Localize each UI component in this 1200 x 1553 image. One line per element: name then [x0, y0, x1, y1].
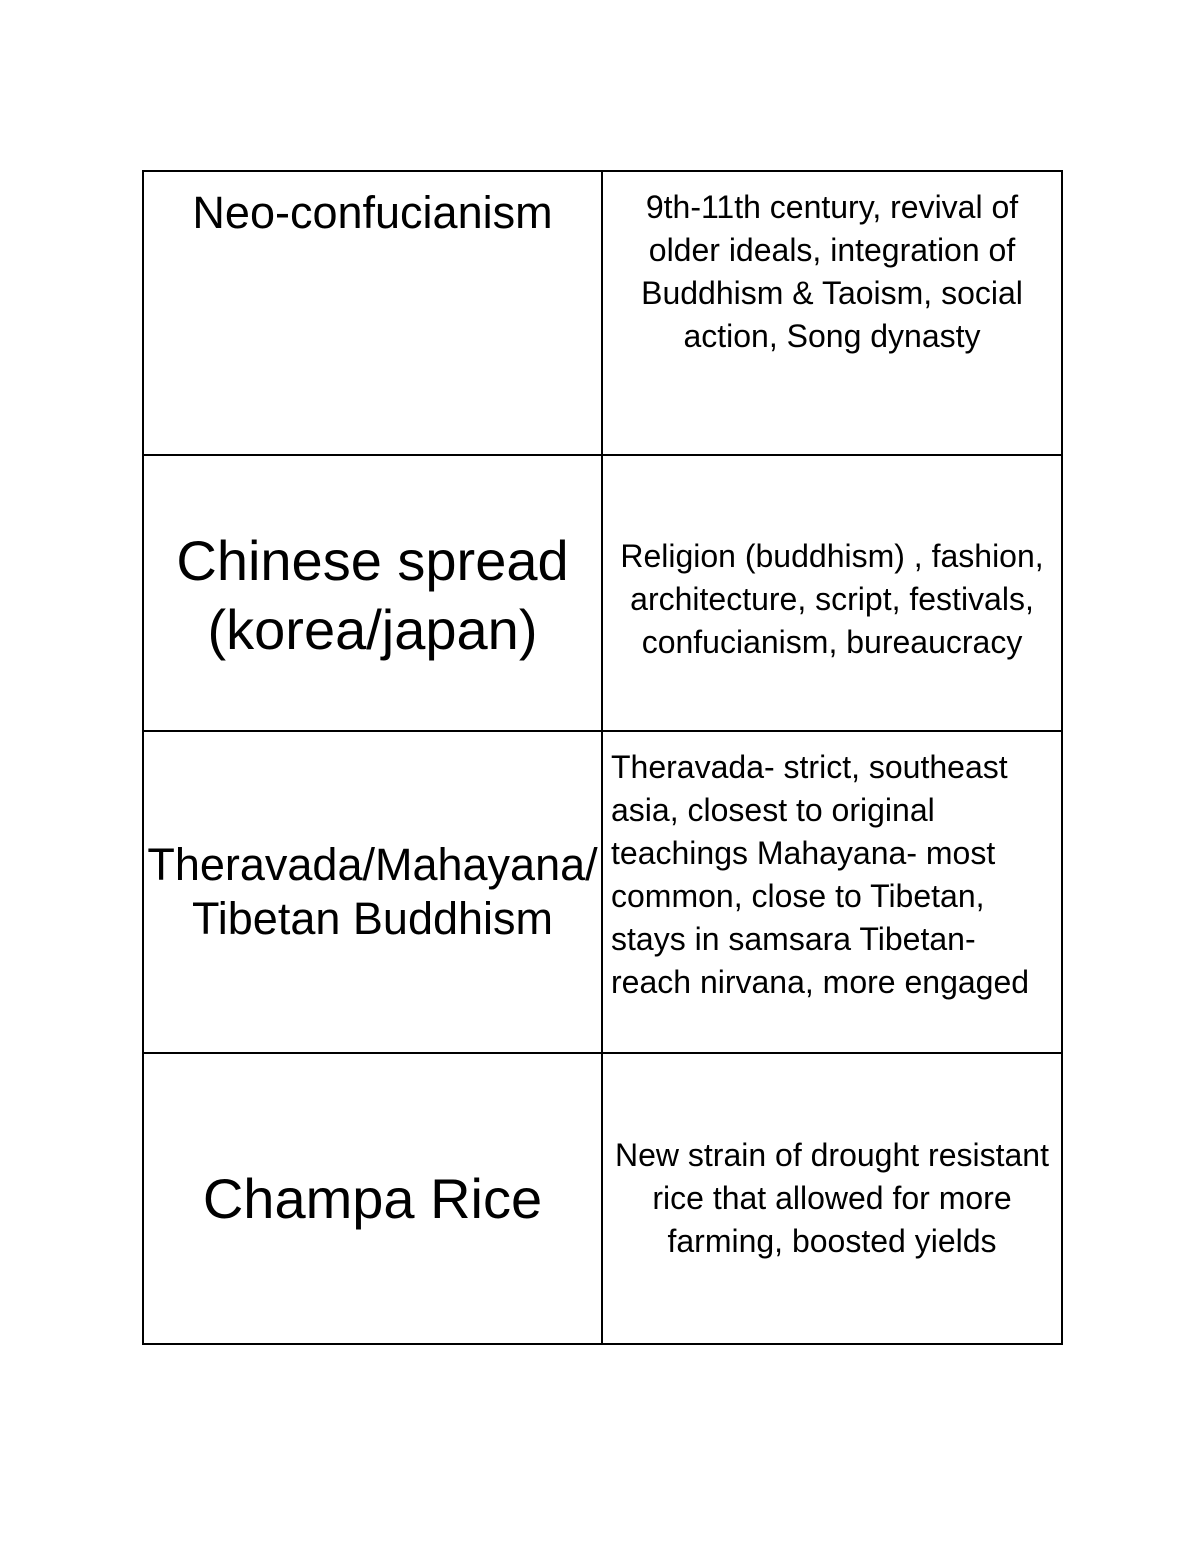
definition-text: Religion (buddhism) , fashion, architecture, script, festivals, confucianism, bureaucracy — [620, 537, 1044, 660]
term-cell — [143, 1053, 602, 1344]
term-cell — [143, 171, 602, 455]
flashcard-row — [143, 1053, 1062, 1344]
term-text: Champa Rice — [202, 1166, 543, 1230]
definition-text: 9th-11th century, revival of older ideals, integration of Buddhism & Taoism, social action, Song dynasty — [641, 189, 1023, 354]
definition-text: New strain of drought resistant rice that allowed for more farming, boosted yields — [615, 1137, 1049, 1259]
flashcard-table — [142, 170, 1063, 1345]
term-cell — [143, 731, 602, 1053]
term-text: Chinese spread (korea/japan) — [176, 529, 569, 661]
term-cell — [143, 455, 602, 731]
flashcard-row — [143, 171, 1062, 455]
term-text: Neo-confucianism — [192, 187, 553, 238]
flashcard-row — [143, 455, 1062, 731]
definition-cell — [602, 171, 1062, 455]
flashcard-row — [143, 731, 1062, 1053]
definition-cell — [602, 1053, 1062, 1344]
definition-cell — [602, 731, 1062, 1053]
term-text: Theravada/Mahayana/Tibetan Buddhism — [147, 839, 598, 944]
definition-cell — [602, 455, 1062, 731]
definition-text: Theravada- strict, southeast asia, closest to original teachings Mahayana- most common, close to Tibetan, stays in samsara Tibetan- reach nirvana, more engaged — [611, 749, 1030, 1000]
